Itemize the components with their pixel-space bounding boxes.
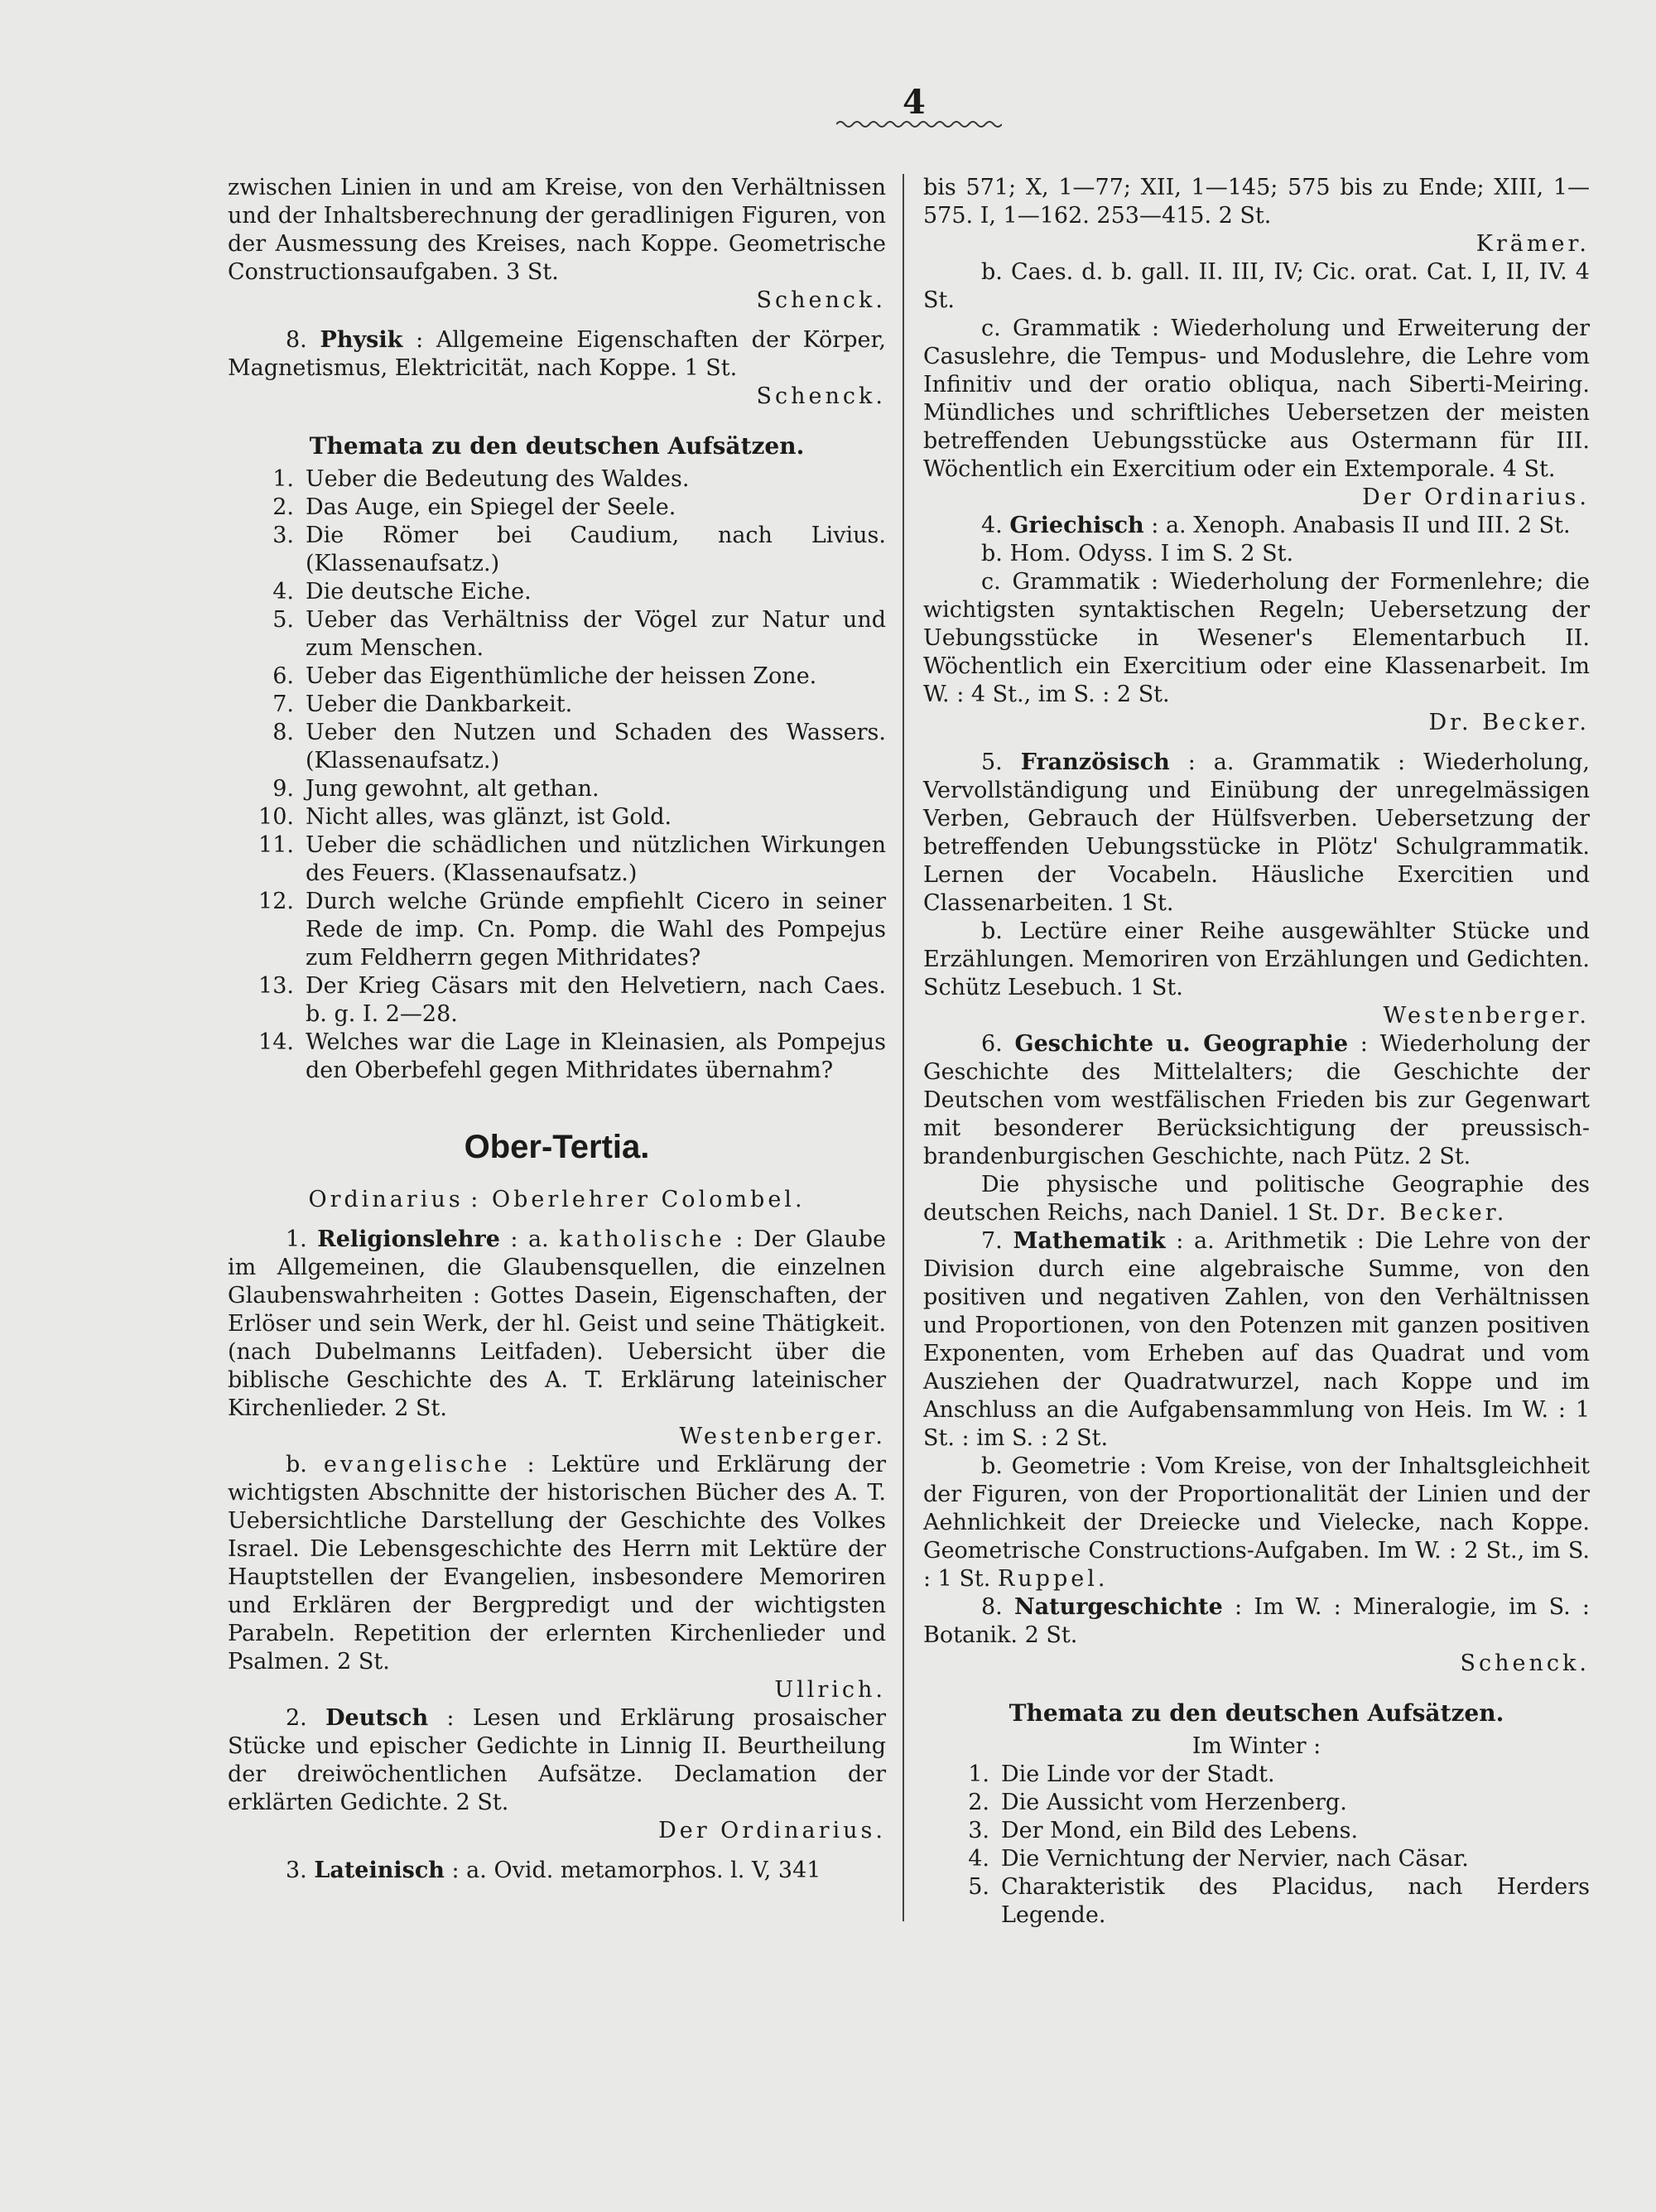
left-column (228, 174, 886, 1885)
item-text: Die Vernichtung der Nervier, nach Cäsar. (1001, 1846, 1469, 1872)
subject-heading: Lateinisch (314, 1858, 445, 1883)
item-number: 2. (272, 494, 294, 520)
griechisch-b: b. Hom. Odyss. I im S. 2 St. (981, 541, 1294, 566)
griechisch-c: c. Grammatik : Wiederholung der Formenlehre; die wichtigsten syntaktischen Regeln; Uebersetzung der Uebungsstücke in Wesener's Elementarbuch II. Wöchentlich ein Exercitium oder eine Klassenarbeit. Im W. : 4 St., im S. : 2 St. (923, 569, 1590, 707)
geometry-continuation: zwischen Linien in und am Kreise, von den Verhältnissen und der Inhaltsberechnung der geradlinigen Figuren, von der Ausmessung des Kreises, nach Koppe. Geometrische Constructionsaufgaben. 3 St. (228, 175, 886, 285)
item-text: Durch welche Gründe empfiehlt Cicero in seiner Rede de imp. Cn. Pomp. die Wahl des Pompejus zum Feldherrn gegen Mithridates? (306, 889, 886, 971)
item-text: Ueber das Verhältniss der Vögel zur Natur und zum Menschen. (306, 607, 886, 661)
item-number: 1. (968, 1761, 989, 1787)
physik-paragraph: 8. Physik : Allgemeine Eigenschaften der Körper, Magnetismus, Elektricität, nach Koppe. 1 St. (228, 327, 886, 381)
list-item (228, 663, 886, 691)
item-number: 10. (258, 804, 294, 830)
list-item (923, 1873, 1590, 1930)
item-number: 8. (272, 720, 294, 745)
griechisch-paragraph: 4. Griechisch : a. Xenoph. Anabasis II und III. 2 St. (981, 513, 1571, 538)
mathematik-paragraph: 7. Mathematik : a. Arithmetik : Die Lehre von der Division durch eine algebraische Summe, von den positiven und negativen Zahlen, von den Verhältnissen und Proportionen, von den Potenzen mit ganzen positiven Exponenten, vom Erheben auf das Quadrat und vom Ausziehen der Quadratwurzel, nach Koppe und im Anschluss an die Aufgabensammlung von Heis. Im W. : 1 St. : im S. : 2 St. (923, 1228, 1590, 1451)
item-number: 2. (968, 1790, 989, 1815)
item-text: Ueber die Dankbarkeit. (306, 692, 573, 717)
list-item (228, 578, 886, 606)
item-number: 12. (258, 889, 294, 914)
subject-heading: Mathematik (1013, 1228, 1166, 1254)
item-text: Die Linde vor der Stadt. (1001, 1761, 1275, 1787)
item-number: 13. (258, 973, 294, 999)
subject-heading: Griechisch (1009, 513, 1144, 538)
list-item (228, 831, 886, 888)
list-item (228, 494, 886, 522)
item-number: 3. (968, 1818, 989, 1843)
subject-heading: Deutsch (325, 1705, 429, 1731)
column-divider (903, 174, 904, 1921)
themata-heading: Themata zu den deutschen Aufsätzen. (1009, 1699, 1504, 1727)
list-item (228, 719, 886, 775)
subject-heading: Religionslehre (317, 1226, 500, 1252)
item-number: 3. (272, 523, 294, 548)
franz-b: b. Lectüre einer Reihe ausgewählter Stücke und Erzählungen. Memoriren von Erzählungen und Gedichten. Schütz Lesebuch. 1 St. (923, 918, 1590, 1000)
item-number: 1. (272, 466, 294, 492)
item-text: Ueber die schädlichen und nützlichen Wirkungen des Feuers. (Klassenaufsatz.) (306, 832, 886, 886)
list-item (228, 522, 886, 578)
natur-paragraph: 8. Naturgeschichte : Im W. : Mineralogie, im S. : Botanik. 2 St. (923, 1594, 1590, 1648)
subject-heading: Französisch (1020, 749, 1170, 775)
winter-label: Im Winter : (1191, 1733, 1321, 1759)
wavy-ornament (836, 116, 1002, 133)
list-item (923, 1761, 1590, 1789)
signature: Ullrich. (774, 1677, 886, 1703)
subject-heading: Naturgeschichte (1013, 1594, 1223, 1620)
item-text: Die deutsche Eiche. (306, 579, 532, 605)
list-item (228, 691, 886, 719)
item-number: 14. (258, 1029, 294, 1055)
subject-heading: Geschichte u. Geographie (1014, 1031, 1348, 1057)
signature: Westenberger. (1383, 1003, 1590, 1029)
item-text: Nicht alles, was glänzt, ist Gold. (306, 804, 672, 830)
themata-list (228, 465, 886, 1085)
item-text: Ueber den Nutzen und Schaden des Wassers. (Klassenaufsatz.) (306, 720, 886, 773)
evangelisch-paragraph: b. evangelische : Lektüre und Erklärung der wichtigsten Abschnitte der historischen Bücher des A. T. Uebersichtliche Darstellung der Geschichte des Volkes Israel. Die Lebensgeschichte des Herrn mit Lektüre der Hauptstellen der Evangelien, insbesondere Memoriren und Erklären der Bergpredigt und der wichtigsten Parabeln. Repetition der erlernten Kirchenlieder und Psalmen. 2 St. (228, 1452, 886, 1675)
item-text: Der Krieg Cäsars mit den Helvetiern, nach Caes. b. g. I. 2—28. (306, 973, 886, 1027)
list-item (923, 1789, 1590, 1817)
item-text: Das Auge, ein Spiegel der Seele. (306, 494, 676, 520)
item-number: 4. (272, 579, 294, 605)
subject-heading: Physik (320, 327, 403, 353)
item-text: Charakteristik des Placidus, nach Herders Legende. (1001, 1874, 1590, 1928)
item-number: 7. (272, 692, 294, 717)
franz-paragraph: 5. Französisch : a. Grammatik : Wiederholung, Vervollständigung und Einübung der unregelmässigen Verben, Gebrauch der Hülfsverben. Uebersetzung der betreffenden Uebungsstücke in Plötz' Schulgrammatik. Lernen der Vocabeln. Häusliche Exercitien und Classenarbeiten. 1 St. (923, 749, 1590, 916)
item-number: 4. (968, 1846, 989, 1872)
item-text: Der Mond, ein Bild des Lebens. (1001, 1818, 1359, 1843)
page-number: 4 (903, 83, 926, 122)
latein-paragraph: 3. Lateinisch : a. Ovid. metamorphos. l. V, 341 (286, 1858, 821, 1883)
list-item (228, 775, 886, 803)
ordinarius-line: Ordinarius : Oberlehrer Colombel. (308, 1187, 806, 1212)
list-item (228, 606, 886, 663)
religion-paragraph: 1. Religionslehre : a. katholische : Der Glaube im Allgemeinen, die Glaubensquellen, die einzelnen Glaubenswahrheiten : Gottes Dasein, Eigenschaften, der Erlöser und sein Werk, der hl. Geist und seine Thätigkeit. (nach Dubelmanns Leitfaden). Uebersicht über die biblische Geschichte des A. T. Erklärung lateinischer Kirchenlieder. 2 St. (228, 1226, 886, 1421)
signature: Westenberger. (679, 1424, 886, 1449)
signature: Schenck. (756, 287, 886, 313)
list-item (923, 1817, 1590, 1845)
signature: Krämer. (1475, 231, 1590, 257)
signature: Schenck. (1460, 1651, 1590, 1676)
signature: Dr. Becker. (1428, 710, 1590, 735)
geschichte-paragraph: 6. Geschichte u. Geographie : Wiederholung der Geschichte des Mittelalters; die Geschichte der Deutschen vom westfälischen Frieden bis zur Gegenwart mit besonderer Berücksichtigung der preussisch-brandenburgischen Geschichte, nach Pütz. 2 St. (923, 1031, 1590, 1169)
themata-heading: Themata zu den deutschen Aufsätzen. (309, 432, 805, 460)
list-item (228, 888, 886, 972)
list-item (228, 972, 886, 1029)
item-text: Welches war die Lage in Kleinasien, als Pompejus den Oberbefehl gegen Mithridates übernahm? (306, 1029, 886, 1083)
list-item (228, 803, 886, 831)
item-number: 6. (272, 663, 294, 689)
mathematik-b: b. Geometrie : Vom Kreise, von der Inhaltsgleichheit der Figuren, von der Proportionalität der Linien und der Aehnlichkeit der Dreiecke und Vielecke, nach Koppe. Geometrische Constructions-Aufgaben. Im W. : 2 St., im S. : 1 St. Ruppel. (923, 1453, 1590, 1592)
item-text: Jung gewohnt, alt gethan. (306, 776, 599, 802)
item-text: Ueber das Eigenthümliche der heissen Zone. (306, 663, 817, 689)
item-number: 11. (258, 832, 294, 858)
item-number: 5. (272, 607, 294, 633)
item-number: 9. (272, 776, 294, 802)
right-column (923, 174, 1590, 1930)
list-item (228, 1029, 886, 1085)
signature: Der Ordinarius. (1362, 484, 1590, 510)
item-text: Ueber die Bedeutung des Waldes. (306, 466, 690, 492)
signature: Der Ordinarius. (658, 1818, 886, 1843)
item-text: Die Aussicht vom Herzenberg. (1001, 1790, 1347, 1815)
latein-continuation: bis 571; X, 1—77; XII, 1—145; 575 bis zu Ende; XIII, 1—575. I, 1—162. 253—415. 2 St. (923, 175, 1590, 229)
signature: Schenck. (756, 383, 886, 409)
list-item (228, 465, 886, 494)
section-title: Ober-Tertia. (464, 1129, 650, 1165)
themata-list (923, 1761, 1590, 1930)
item-number: 5. (968, 1874, 989, 1900)
latein-c: c. Grammatik : Wiederholung und Erweiterung der Casuslehre, die Tempus- und Moduslehre, die Lehre vom Infinitiv und der oratio obliqua, nach Siberti-Meiring. Mündliches und schriftliches Uebersetzen der meisten betreffenden Uebungsstücke aus Ostermann für III. Wöchentlich ein Exercitium oder ein Extemporale. 4 St. (923, 316, 1590, 482)
latein-b: b. Caes. d. b. gall. II. III, IV; Cic. orat. Cat. I, II, IV. 4 St. (923, 259, 1590, 313)
list-item (923, 1845, 1590, 1873)
item-text: Die Römer bei Caudium, nach Livius. (Klassenaufsatz.) (306, 523, 886, 576)
deutsch-paragraph: 2. Deutsch : Lesen und Erklärung prosaischer Stücke und epischer Gedichte in Linnig II. Beurtheilung der dreiwöchentlichen Aufsätze. Declamation der erklärten Gedichte. 2 St. (228, 1705, 886, 1815)
geschichte-b: Die physische und politische Geographie des deutschen Reichs, nach Daniel. 1 St. Dr. Becker. (923, 1172, 1590, 1226)
